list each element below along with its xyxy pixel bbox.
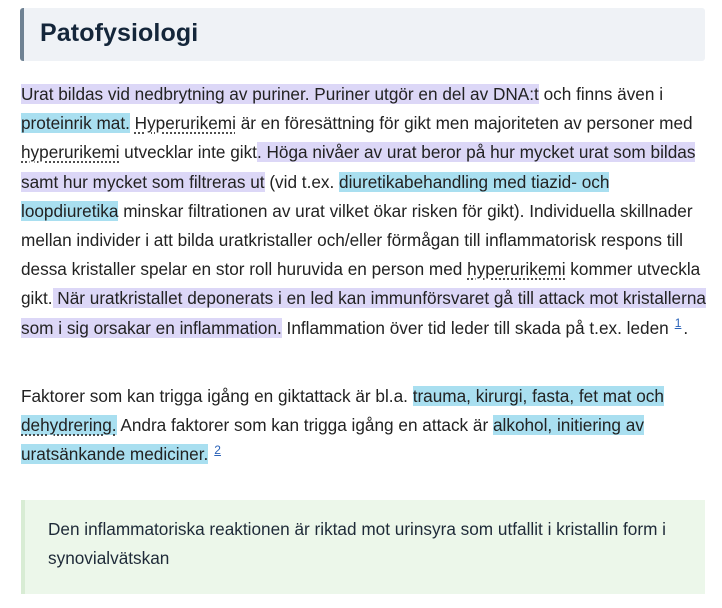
info-callout — [21, 500, 705, 594]
highlight-diuretics[interactable]: diuretikabehandling med tiazid- och loopdiuretika — [21, 171, 610, 221]
paragraph-triggers — [21, 382, 707, 470]
highlight-urat-purines[interactable]: Urat bildas vid nedbrytning av puriner. Puriner utgör en del av DNA:t — [21, 84, 539, 104]
text-segment: (vid t.ex. — [264, 171, 340, 192]
footnote-ref-2 — [214, 442, 221, 458]
text-segment: kommer utveckla gikt. — [21, 259, 701, 309]
text-segment: och finns även i — [538, 84, 664, 104]
paragraph-pathophysiology — [21, 80, 707, 343]
text-segment: Faktorer som kan trigga igång en giktattack är bl.a. — [21, 386, 413, 406]
footnote-link-1[interactable]: 1 — [674, 315, 682, 330]
footnote-ref-1 — [675, 315, 682, 331]
section-heading-box — [20, 8, 705, 61]
term-dehydrering[interactable]: dehydrering. — [21, 415, 117, 436]
text-segment: . — [683, 317, 689, 338]
term-hyperurikemi[interactable]: hyperurikemi — [21, 142, 120, 163]
highlight-immune-attack[interactable]: När uratkristallet deponerats i en led kan immunförsvaret gå till attack mot kristallerna som i sig orsakar en inflammation. — [21, 288, 706, 338]
footnote-link-2[interactable]: 2 — [214, 442, 221, 457]
term-hyperurikemi[interactable]: hyperurikemi — [467, 259, 566, 280]
text-segment: är en föresättning för gikt men majoriteten av personer med — [235, 113, 693, 134]
callout-text: Den inflammatoriska reaktionen är riktad mot urinsyra som utfallit i kristallin form i synovialvätskan — [48, 519, 666, 569]
term-hyperurikemi[interactable]: Hyperurikemi — [134, 113, 236, 134]
highlight-alcohol-medication[interactable]: alkohol, initiering av uratsänkande mediciner. — [21, 415, 644, 465]
text-segment: utvecklar inte gikt — [119, 142, 257, 163]
section-title: Patofysiologi — [40, 19, 199, 47]
highlight-trigger-factors[interactable]: trauma, kirurgi, fasta, fet mat och — [412, 386, 664, 406]
text-segment: Inflammation över tid leder till skada på t.ex. leden — [281, 317, 669, 338]
text-segment: Andra faktorer som kan trigga igång en attack är — [116, 415, 493, 436]
highlight-protein-food[interactable]: proteinrik mat. — [21, 113, 130, 134]
text-segment: minskar filtrationen av urat vilket ökar risken för gikt). Individuella skillnader mellan individer i att bilda uratkristaller och/eller förmågan till inflammatorisk respons till dessa kristaller spelar en stor roll huruvida en person med — [21, 200, 693, 280]
highlight-urate-levels[interactable]: . Höga nivåer av urat beror på hur mycket urat som bildas samt hur mycket som filtreras ut — [21, 142, 696, 192]
